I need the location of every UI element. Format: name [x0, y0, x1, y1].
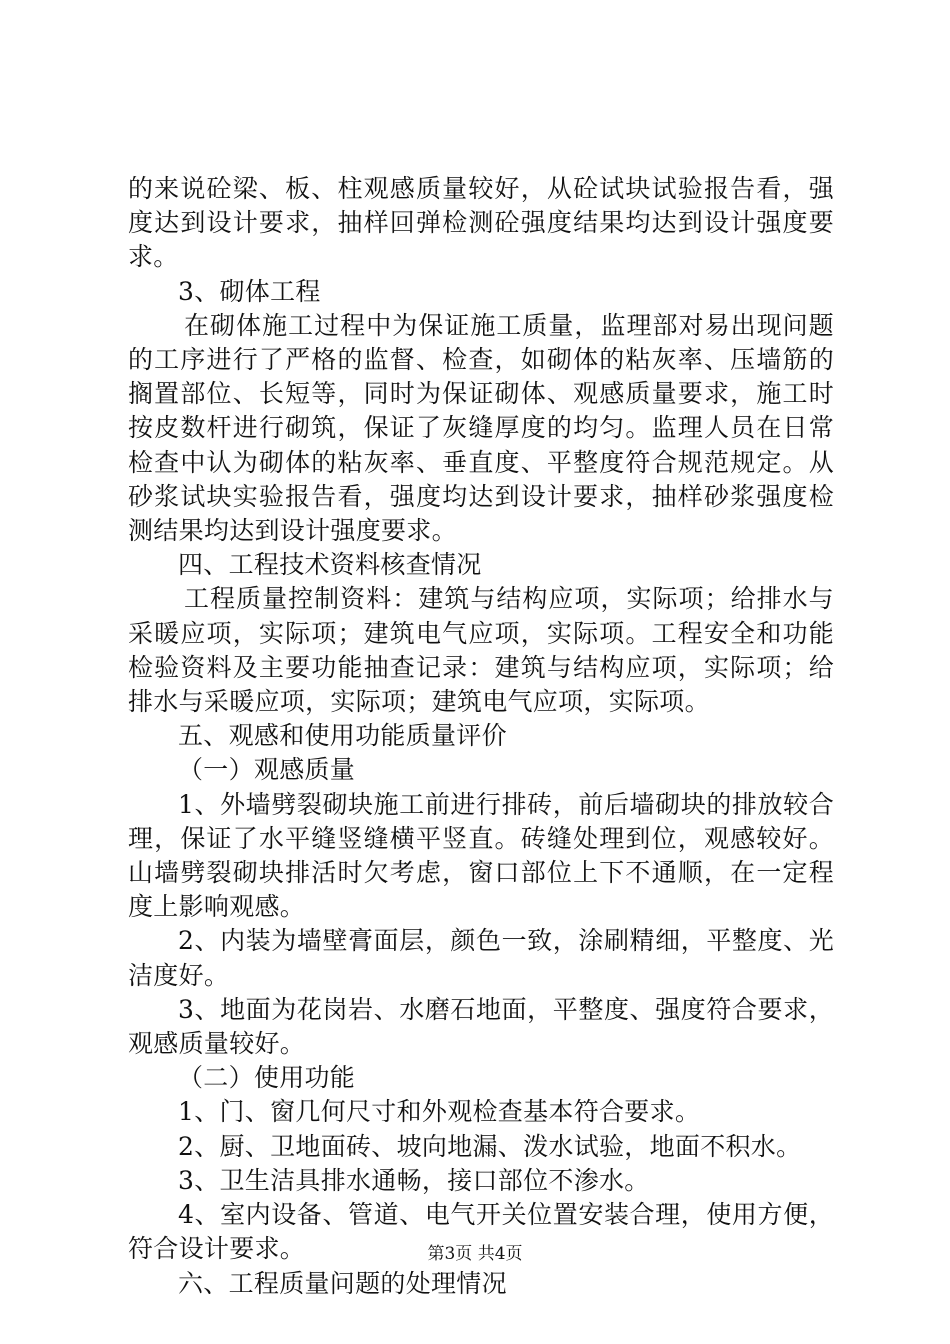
- paragraph-quality-control-records: 工程质量控制资料：建筑与结构应项，实际项；给排水与采暖应项，实际项；建筑电气应项，实际项。工程安全和功能检验资料及主要功能抽查记录：建筑与结构应项，实际项；给排水与采暖应项，实际项；建筑电气应项，实际项。: [128, 584, 834, 717]
- list-item-doors-windows: 1、门、窗几何尺寸和外观检查基本符合要求。: [178, 1097, 701, 1127]
- heading-appearance-function-evaluation: 五、观感和使用功能质量评价: [178, 721, 507, 751]
- heading-technical-records: 四、工程技术资料核查情况: [178, 550, 482, 580]
- document-body: [128, 172, 834, 1301]
- list-item-kitchen-bath-floor: 2、厨、卫地面砖、坡向地漏、泼水试验，地面不积水。: [178, 1131, 802, 1161]
- list-item-interior-finish: 2、内装为墙壁膏面层，颜色一致，涂刷精细，平整度、光洁度好。: [128, 926, 834, 990]
- list-item-flooring: 3、地面为花岗岩、水磨石地面，平整度、强度符合要求，观感质量较好。: [128, 994, 834, 1059]
- paragraph-concrete-summary: 的来说砼梁、板、柱观感质量较好，从砼试块试验报告看，强度达到设计要求，抽样回弹检测砼强度结果均达到设计强度要求。: [128, 174, 834, 272]
- paragraph-masonry-supervision: 在砌体施工过程中为保证施工质量，监理部对易出现问题的工序进行了严格的监督、检查，如砌体的粘灰率、压墙筋的搁置部位、长短等，同时为保证砌体、观感质量要求，施工时按皮数杆进行砌筑，保证了灰缝厚度的均匀。监理人员在日常检查中认为砌体的粘灰率、垂直度、平整度符合规范规定。从砂浆试块实验报告看，强度均达到设计要求，抽样砂浆强度检测结果均达到设计强度要求。: [128, 310, 834, 546]
- list-item-equipment-installation: 4、室内设备、管道、电气开关位置安装合理，使用方便，符合设计要求。: [128, 1200, 834, 1264]
- subheading-use-function: （二）使用功能: [178, 1063, 356, 1093]
- heading-masonry-works: 3、砌体工程: [178, 276, 321, 306]
- page-number-footer: 第3页 共4页: [427, 1244, 523, 1264]
- subheading-appearance-quality: （一）观感质量: [178, 755, 356, 785]
- list-item-sanitary-fixtures: 3、卫生洁具排水通畅，接口部位不渗水。: [178, 1165, 650, 1195]
- list-item-exterior-blocks: 1、外墙劈裂砌块施工前进行排砖，前后墙砌块的排放较合理，保证了水平缝竖缝横平竖直。砖缝处理到位，观感较好。山墙劈裂砌块排活时欠考虑，窗口部位上下不通顺，在一定程度上影响观感。: [128, 789, 834, 922]
- heading-quality-issue-handling: 六、工程质量问题的处理情况: [178, 1268, 507, 1298]
